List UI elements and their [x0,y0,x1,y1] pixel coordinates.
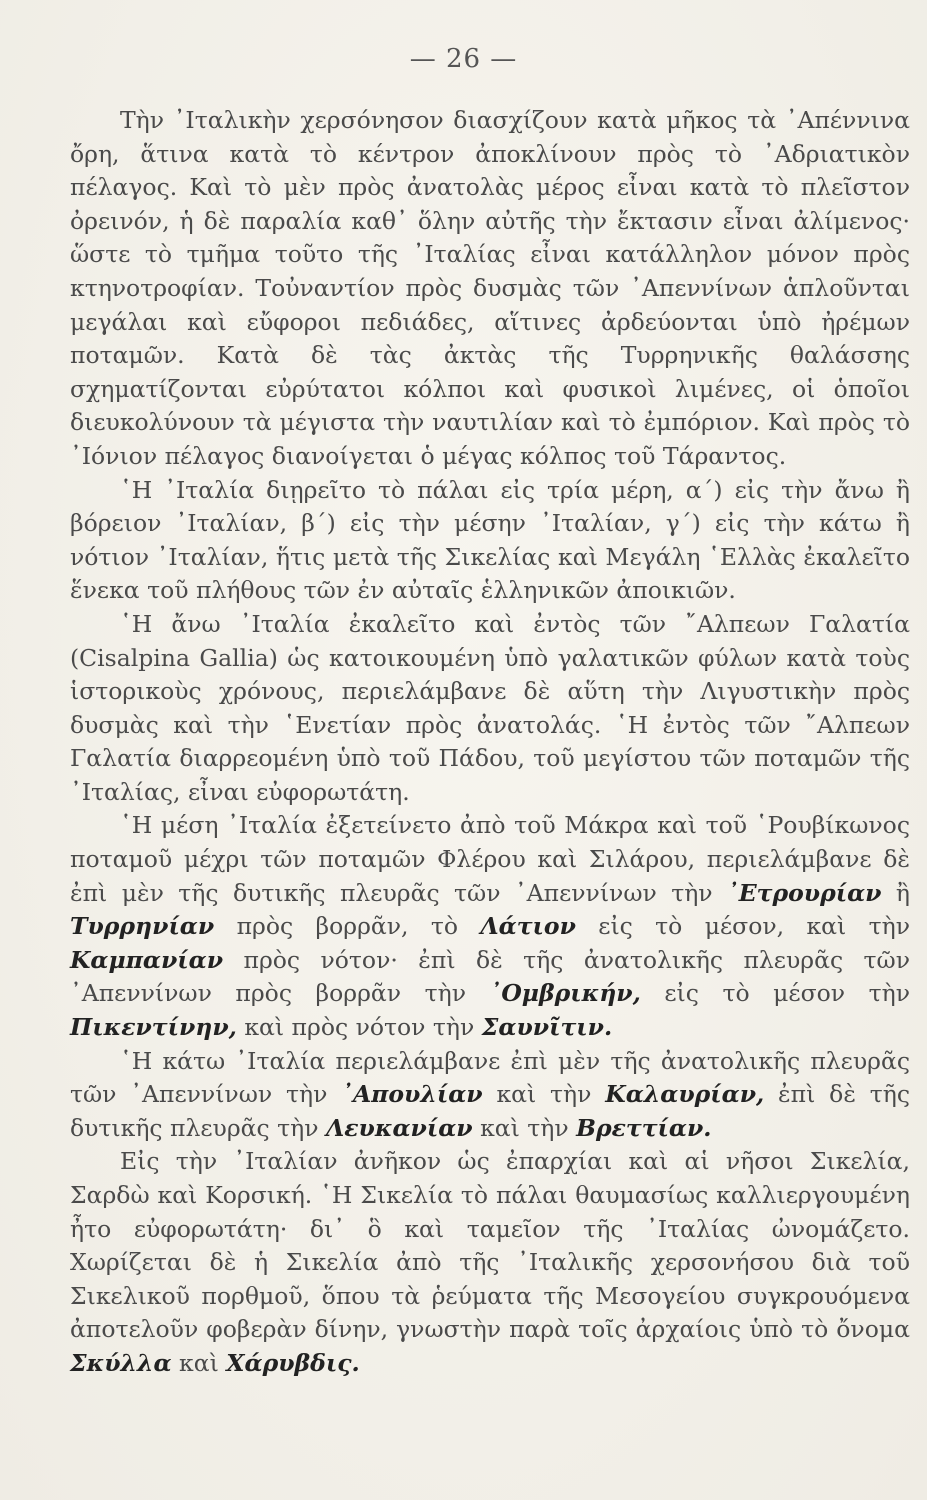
paragraph [70,608,910,810]
emphasized-term: Χάρυβδις. [226,1348,360,1377]
text-segment: ῾Η μέση ᾿Ιταλία ἐξετείνετο ἀπὸ τοῦ Μάκρα καὶ τοῦ ῾Ρουβίκωνος ποταμοῦ μέχρι τῶν ποταμῶν Φλέρου καὶ Σιλάρου, περιελάμβανε δὲ ἐπὶ μὲν τῆς δυτικῆς πλευρᾶς τῶν ᾿Απεννίνων τὴν [70,811,910,907]
page-number: — 26 — [409,44,518,74]
text-segment: εἰς τὸ μέσον, καὶ τὴν [575,912,910,941]
emphasized-term: Καμπανίαν [70,945,224,974]
text-segment: ῾Η ᾿Ιταλία διῃρεῖτο τὸ πάλαι εἰς τρία μέρη, α΄) εἰς τὴν ἄνω ἢ βόρειον ᾿Ιταλίαν, β΄) εἰς τὴν μέσην ᾿Ιταλίαν, γ΄) εἰς τὴν κάτω ἢ νότιον ᾿Ιταλίαν, ἥτις μετὰ τῆς Σικελίας καὶ Μεγάλη ῾Ελλὰς ἐκαλεῖτο ἕνεκα τοῦ πλήθους τῶν ἐν αὐταῖς ἑλληνικῶν ἀποικιῶν. [70,475,910,605]
text-segment: Εἰς τὴν ᾿Ιταλίαν ἀνῆκον ὡς ἐπαρχίαι καὶ αἱ νῆσοι Σικελία, Σαρδὼ καὶ Κορσική. ῾Η Σικελία τὸ πάλαι θαυμασίως καλλιεργουμένη ἦτο εὐφορωτάτη· δι᾿ ὃ καὶ ταμεῖον τῆς ᾿Ιταλίας ὠνομάζετο. Χωρίζεται δὲ ἡ Σικελία ἀπὸ τῆς ᾿Ιταλικῆς χερσονήσου διὰ τοῦ Σικελικοῦ πορθμοῦ, ὅπου τὰ ῥεύματα τῆς Μεσογείου συγκρουόμενα ἀποτελοῦν φοβερὰν δίνην, γνωστὴν παρὰ τοῖς ἀρχαίοις ὑπὸ τὸ ὄνομα [70,1147,910,1344]
text-segment: ἢ [881,878,910,907]
emphasized-term: Τυρρηνίαν [70,912,215,941]
paragraph [70,104,910,474]
text-segment: καὶ πρὸς νότον τὴν [236,1013,482,1042]
text-segment: πρὸς βορρᾶν, τὸ [214,912,481,941]
body-text [70,104,910,1381]
emphasized-term: Σαυνῖτιν. [481,1013,613,1042]
text-segment: ῾Η κάτω ᾿Ιταλία περιελάμβανε ἐπὶ μὲν τῆς ἀνατολικῆς πλευρᾶς τῶν ᾿Απεννίνων τὴν [70,1046,910,1109]
emphasized-term: ᾿Ομβρικήν, [489,979,641,1008]
paragraph [70,809,910,1044]
paragraph [70,474,910,608]
text-segment: καὶ τὴν [472,1113,577,1142]
emphasized-term: ᾿Απουλίαν [341,1080,483,1109]
paragraph [70,1045,910,1146]
emphasized-term: Καλαυρίαν, [605,1080,765,1109]
text-segment: πρὸς νότον· ἐπὶ δὲ τῆς ἀνατολικῆς πλευρᾶς τῶν ᾿Απεννίνων πρὸς βορρᾶν τὴν [70,945,910,1008]
emphasized-term: Πικεντίνην, [70,1013,237,1042]
text-segment: Τὴν ᾿Ιταλικὴν χερσόνησον διασχίζουν κατὰ μῆκος τὰ ᾿Απέννινα ὄρη, ἅτινα κατὰ τὸ κέντρον ἀποκλίνουν πρὸς τὸ ᾿Αδριατικὸν πέλαγος. Καὶ τὸ μὲν πρὸς ἀνατολὰς μέρος εἶναι κατὰ τὸ πλεῖστον ὀρεινόν, ἡ δὲ παραλία καθ᾿ ὅλην αὐτῆς τὴν ἔκτασιν εἶναι ἀλίμενος· ὥστε τὸ τμῆμα τοῦτο τῆς ᾿Ιταλίας εἶναι κατάλληλον μόνον πρὸς κτηνοτροφίαν. Τοὐναντίον πρὸς δυσμὰς τῶν ᾿Απεννίνων ἁπλοῦνται μεγάλαι καὶ εὔφοροι πεδιάδες, αἵτινες ἀρδεύονται ὑπὸ ἠρέμων ποταμῶν. Κατὰ δὲ τὰς ἀκτὰς τῆς Τυρρηνικῆς θαλάσσης σχηματίζονται εὐρύτατοι κόλποι καὶ φυσικοὶ λιμένες, οἱ ὁποῖοι διευκολύνουν τὰ μέγιστα τὴν ναυτιλίαν καὶ τὸ ἐμπόριον. Καὶ πρὸς τὸ ᾿Ιόνιον πέλαγος διανοίγεται ὁ μέγας κόλπος τοῦ Τάραντος. [70,106,910,470]
emphasized-term: Βρεττίαν. [576,1113,712,1142]
emphasized-term: Σκύλλα [70,1348,172,1377]
text-segment: ἐπὶ δὲ τῆς δυτικῆς πλευρᾶς τὴν [70,1080,911,1142]
emphasized-term: Λάτιον [480,912,576,941]
text-segment: εἰς τὸ μέσον τὴν [640,979,911,1008]
text-segment: ῾Η ἄνω ᾿Ιταλία ἐκαλεῖτο καὶ ἐντὸς τῶν ῎Αλπεων Γαλατία (Cisalpina Gallia) ὡς κατοικουμένη ὑπὸ γαλατικῶν φύλων κατὰ τοὺς ἱστορικοὺς χρόνους, περιελάμβανε δὲ αὕτη τὴν Λιγυστικὴν πρὸς δυσμὰς καὶ τὴν ῾Ενετίαν πρὸς ἀνατολάς. ῾Η ἐντὸς τῶν ῎Αλπεων Γαλατία διαρρεομένη ὑπὸ τοῦ Πάδου, τοῦ μεγίστου τῶν ποταμῶν τῆς ᾿Ιταλίας, εἶναι εὐφορωτάτη. [70,609,910,806]
emphasized-term: Λευκανίαν [326,1113,473,1142]
text-segment: καὶ [171,1348,227,1377]
emphasized-term: ᾿Ετρουρίαν [727,878,882,907]
paragraph [70,1145,910,1380]
text-segment: καὶ τὴν [482,1080,606,1109]
